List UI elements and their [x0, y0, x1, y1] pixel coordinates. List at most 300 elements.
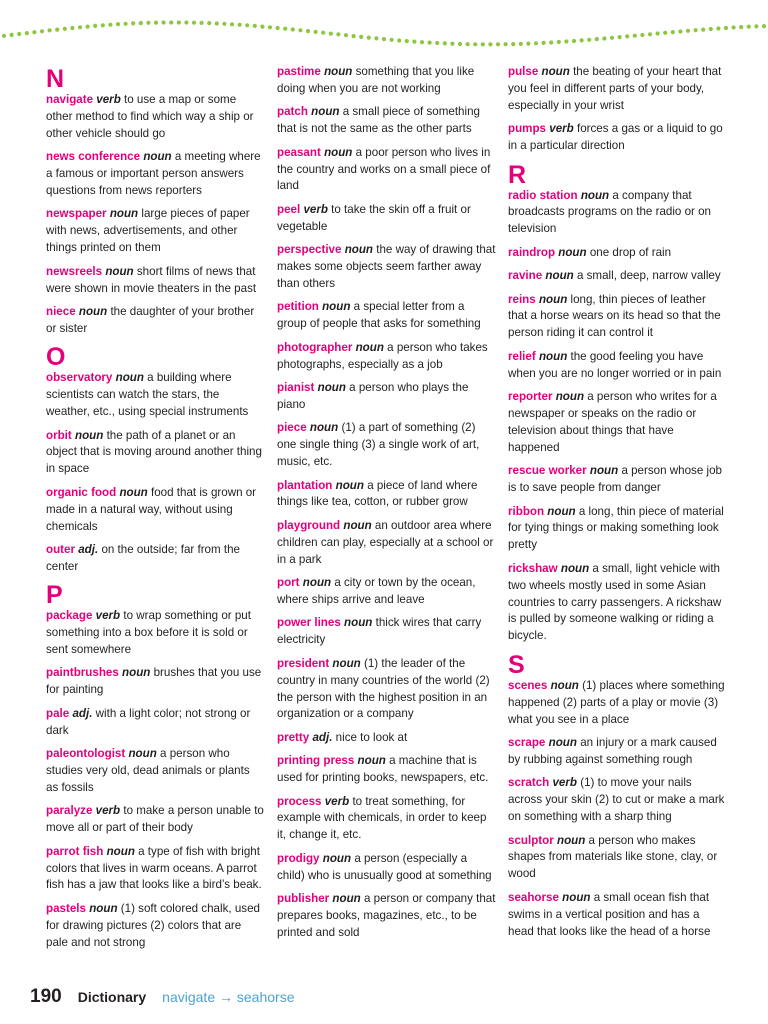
border-dot — [162, 20, 166, 24]
entry-definition: a small ocean fish that swims in a vertical position and has a head that looks like the head of a horse — [508, 890, 711, 938]
entry-part-of-speech: noun — [556, 833, 586, 847]
entry-definition: a person who plays the piano — [277, 381, 469, 411]
border-dot — [473, 42, 477, 46]
border-dot — [549, 40, 553, 44]
border-dot — [595, 37, 599, 41]
dictionary-column-2 — [277, 64, 497, 948]
border-dot — [200, 21, 204, 25]
entry-headword: scrape — [508, 736, 546, 749]
entry-headword: observatory — [46, 371, 113, 385]
entry-definition: on the outside; far from the center — [46, 542, 240, 573]
border-dot — [412, 40, 416, 44]
section-letter: S — [508, 650, 525, 679]
entry-definition: the good feeling you have when you are no longer worried or in pain — [508, 349, 722, 380]
border-dot — [564, 39, 568, 43]
border-dot — [709, 27, 713, 31]
entry-headword: president — [277, 656, 330, 670]
dictionary-entry — [277, 794, 497, 845]
entry-part-of-speech: noun — [322, 851, 352, 865]
entry-headword: niece — [46, 304, 76, 318]
entry-definition: (1) soft colored chalk, used for drawing pictures (2) colors that are pale and not strong — [46, 901, 260, 949]
border-dot — [108, 23, 112, 27]
dictionary-entry — [46, 428, 264, 479]
border-dot — [716, 26, 720, 30]
entry-part-of-speech: noun — [322, 300, 351, 314]
section-letter: R — [508, 160, 527, 189]
entry-part-of-speech: noun — [538, 292, 568, 306]
entry-headword: pumps — [508, 122, 547, 136]
entry-headword: peasant — [277, 145, 321, 159]
entry-definition: to make a person unable to move all or part of their body — [46, 804, 264, 835]
border-dot — [245, 23, 249, 27]
border-dot — [238, 23, 242, 27]
page-number: 190 — [30, 986, 62, 1007]
entry-headword: rescue worker — [508, 464, 587, 478]
entry-part-of-speech: noun — [143, 150, 172, 164]
entry-definition: a small, deep, narrow valley — [576, 269, 721, 283]
entry-part-of-speech: noun — [545, 269, 574, 283]
entry-headword: process — [277, 794, 322, 808]
entry-definition: to take the skin off a fruit or vegetable — [277, 202, 471, 233]
entry-part-of-speech: noun — [343, 518, 372, 532]
border-dot — [762, 24, 766, 28]
border-dot — [116, 22, 120, 26]
entry-headword: pastels — [46, 901, 86, 915]
entry-definition: short films of news that were shown in movie theaters in the past — [46, 264, 257, 295]
dictionary-entry — [508, 389, 728, 457]
entry-part-of-speech: verb — [95, 804, 121, 818]
dictionary-entry — [508, 268, 728, 285]
border-dot — [511, 42, 515, 46]
border-dot — [101, 23, 105, 27]
border-dot — [504, 42, 508, 46]
entry-definition: thick wires that carry electricity — [277, 616, 482, 647]
border-dot — [32, 30, 36, 34]
dictionary-entry — [508, 775, 728, 826]
entry-part-of-speech: noun — [357, 754, 386, 768]
dictionary-entry — [508, 463, 728, 497]
border-dot — [572, 39, 576, 43]
dictionary-entry — [508, 349, 728, 383]
border-dot — [154, 21, 158, 25]
entry-definition: the beating of your heart that you feel in different parts of your body, especially in your wrist — [508, 65, 722, 112]
entry-headword: organic food — [46, 485, 117, 499]
dictionary-entry — [46, 370, 264, 421]
border-dot — [169, 20, 173, 24]
entry-part-of-speech: noun — [106, 844, 135, 858]
entry-headword: sculptor — [508, 833, 554, 847]
entry-headword: petition — [277, 300, 319, 314]
range-end: seahorse — [236, 989, 295, 1005]
border-dot — [519, 42, 523, 46]
border-dot — [306, 29, 310, 33]
dictionary-entry — [277, 851, 497, 885]
entry-definition: a small, light vehicle with two wheels mostly used in some Asian countries to carry passengers. A rickshaw is pulled by someone walking or riding a bicycle. — [508, 561, 722, 643]
entry-headword: power lines — [277, 616, 341, 630]
dictionary-entry — [277, 420, 497, 471]
entry-headword: newspaper — [46, 207, 107, 221]
border-dot — [192, 21, 196, 25]
border-dot — [602, 36, 606, 40]
entry-part-of-speech: noun — [119, 485, 148, 499]
border-dot — [10, 33, 14, 37]
entry-definition: a meeting where a famous or important person answers questions from news reporters — [46, 150, 261, 198]
entry-headword: ribbon — [508, 504, 545, 518]
entry-part-of-speech: noun — [335, 478, 364, 492]
border-dot — [48, 28, 52, 32]
border-dot — [640, 33, 644, 37]
dictionary-entry — [508, 188, 728, 239]
entry-headword: ravine — [508, 269, 543, 283]
entry-headword: printing press — [277, 754, 355, 768]
entry-definition: a small piece of something that is not the same as the other parts — [277, 105, 480, 136]
border-dot — [70, 26, 74, 30]
entry-part-of-speech: noun — [550, 678, 579, 692]
entry-headword: news conference — [46, 150, 141, 164]
entry-definition: the way of drawing that makes some objects seem farther away than others — [277, 243, 496, 290]
entry-part-of-speech: noun — [332, 892, 361, 906]
entry-definition: a person (especially a child) who is unusually good at something — [277, 851, 492, 882]
entry-part-of-speech: noun — [538, 349, 568, 363]
border-dot — [2, 34, 6, 38]
entry-definition: a piece of land where things like tea, cotton, or rubber grow — [277, 478, 478, 509]
entry-part-of-speech: noun — [324, 145, 353, 159]
dictionary-entry — [277, 518, 497, 569]
dictionary-column-1 — [46, 64, 264, 958]
border-dot — [443, 41, 447, 45]
entry-definition: food that is grown or made in a natural way, without using chemicals — [46, 485, 257, 533]
entry-part-of-speech: noun — [332, 656, 361, 670]
border-dot — [420, 40, 424, 44]
entry-part-of-speech: verb — [96, 93, 121, 106]
dictionary-entry — [277, 730, 497, 747]
border-dot — [222, 22, 226, 26]
entry-definition: a machine that is used for printing books, newspapers, etc. — [277, 754, 489, 785]
entry-definition: (1) a part of something (2) one single thing (3) a single work of art, music, etc. — [277, 421, 480, 469]
border-dot — [754, 24, 758, 28]
border-dot — [177, 20, 181, 24]
border-dot — [557, 40, 561, 44]
entry-definition: the path of a planet or an object that is moving around another thing in space — [46, 428, 262, 476]
border-dot — [732, 25, 736, 29]
entry-headword: pastime — [277, 65, 321, 78]
dictionary-entry — [277, 64, 497, 98]
section-letter: O — [46, 343, 66, 372]
border-dot — [671, 30, 675, 34]
dictionary-entry — [277, 145, 497, 196]
entry-definition: (1) the leader of the country in many countries of the world (2) the person with the highest position in an organization or a company — [277, 656, 490, 721]
border-dot — [587, 38, 591, 42]
dictionary-entry — [508, 292, 728, 343]
dictionary-entry — [508, 64, 728, 115]
border-dot — [55, 28, 59, 32]
dictionary-entry — [277, 753, 497, 787]
border-dot — [625, 34, 629, 38]
entry-headword: playground — [277, 518, 341, 532]
dictionary-entry — [46, 206, 264, 257]
entry-headword: navigate — [46, 93, 94, 106]
entry-part-of-speech: noun — [580, 188, 610, 202]
entry-part-of-speech: noun — [311, 105, 340, 119]
border-dot — [542, 41, 546, 45]
border-dot — [663, 31, 667, 35]
dictionary-entry — [46, 803, 264, 837]
entry-headword: patch — [277, 105, 308, 119]
border-dot — [86, 25, 90, 29]
border-dot — [466, 42, 470, 46]
entry-definition: to wrap something or put something into a box before it is sold or sent somewhere — [46, 609, 251, 657]
border-dot — [344, 33, 348, 37]
entry-headword: paleontologist — [46, 747, 126, 761]
border-dot — [329, 31, 333, 35]
entry-definition: a company that broadcasts programs on the radio or on television — [508, 188, 712, 236]
dictionary-entry — [46, 92, 264, 143]
entry-headword: paralyze — [46, 804, 93, 818]
entry-definition: a type of fish with bright colors that lives in warm oceans. A parrot fish has a jaw that looks like a bird’s beak. — [46, 844, 262, 892]
border-dot — [382, 37, 386, 41]
entry-part-of-speech: verb — [324, 794, 350, 808]
dictionary-entry — [277, 478, 497, 512]
entry-headword: raindrop — [508, 245, 556, 259]
border-dot — [139, 21, 143, 25]
entry-definition: an injury or a mark caused by rubbing against something rough — [508, 736, 717, 766]
border-dot — [40, 29, 44, 33]
dictionary-entry — [508, 121, 728, 155]
dictionary-column-3 — [508, 64, 728, 947]
border-dot — [25, 31, 29, 35]
border-dot — [215, 21, 219, 25]
border-dot — [686, 29, 690, 33]
dictionary-entry — [46, 608, 264, 659]
entry-part-of-speech: noun — [115, 371, 144, 385]
range-start: navigate — [162, 989, 216, 1005]
entry-part-of-speech: noun — [78, 304, 108, 318]
border-dot — [747, 25, 751, 29]
entry-definition: with a light color; not strong or dark — [46, 706, 251, 737]
dictionary-entry — [46, 304, 264, 338]
dictionary-entry — [46, 149, 264, 200]
border-dot — [374, 36, 378, 40]
entry-headword: rickshaw — [508, 561, 558, 575]
dictionary-entry — [508, 561, 728, 646]
entry-part-of-speech: noun — [548, 736, 577, 749]
entry-definition: one drop of rain — [589, 245, 672, 259]
dictionary-entry — [46, 264, 264, 298]
dictionary-entry — [277, 340, 497, 374]
entry-headword: prodigy — [277, 851, 320, 865]
border-dot — [633, 34, 637, 38]
border-dot — [678, 29, 682, 33]
entry-headword: peel — [277, 202, 301, 216]
border-dot — [580, 38, 584, 42]
border-dot — [146, 21, 150, 25]
border-dot — [618, 35, 622, 39]
entry-part-of-speech: noun — [109, 207, 139, 221]
entry-definition: a long, thin piece of material for tying things or making something look pretty — [508, 504, 724, 552]
entry-definition: to use a map or some other method to find which way a ship or other vehicle should go — [46, 93, 254, 140]
entry-range — [162, 989, 294, 1005]
entry-part-of-speech: noun — [75, 428, 104, 442]
entry-definition: a poor person who lives in the country and works on a small piece of land — [277, 145, 491, 193]
entry-headword: plantation — [277, 478, 333, 492]
dictionary-entry — [508, 504, 728, 555]
border-dot — [291, 27, 295, 31]
border-dot — [276, 26, 280, 30]
entry-definition: (1) to move your nails across your skin (2) to cut or make a mark on something with a sharp thing — [508, 776, 725, 824]
page-footer — [30, 986, 294, 1010]
entry-part-of-speech: noun — [589, 464, 619, 478]
dictionary-entry — [277, 202, 497, 236]
border-dot — [610, 36, 614, 40]
border-dot — [352, 34, 356, 38]
border-dot — [405, 39, 409, 43]
entry-headword: publisher — [277, 892, 330, 906]
entry-headword: package — [46, 609, 93, 623]
range-arrow: → — [219, 989, 233, 1005]
dictionary-entry — [46, 844, 264, 895]
border-dot — [17, 32, 21, 36]
dictionary-entry — [46, 746, 264, 797]
entry-part-of-speech: adj. — [312, 730, 333, 744]
border-dot — [93, 24, 97, 28]
entry-headword: pulse — [508, 65, 539, 78]
entry-part-of-speech: noun — [89, 901, 118, 915]
entry-part-of-speech: noun — [309, 421, 339, 435]
entry-part-of-speech: verb — [303, 202, 328, 216]
entry-headword: orbit — [46, 428, 72, 442]
entry-headword: scratch — [508, 776, 550, 790]
border-dot — [481, 42, 485, 46]
dictionary-entry — [508, 735, 728, 769]
entry-headword: relief — [508, 349, 536, 363]
border-dot — [428, 41, 432, 45]
dictionary-entry — [277, 299, 497, 333]
dictionary-entry — [46, 706, 264, 740]
entry-headword: photographer — [277, 340, 353, 354]
entry-headword: outer — [46, 542, 75, 556]
entry-definition: large pieces of paper with news, advertisements, and other things printed on them — [46, 207, 250, 255]
dictionary-entry — [46, 901, 264, 952]
border-dot — [321, 31, 325, 35]
entry-part-of-speech: noun — [355, 340, 384, 354]
dictionary-entry — [277, 615, 497, 649]
border-dot — [397, 38, 401, 42]
entry-part-of-speech: noun — [302, 576, 332, 590]
entry-definition: a building where scientists can watch the stars, the weather, etc., using special instruments — [46, 371, 249, 419]
border-dot — [184, 20, 188, 24]
border-dot — [298, 28, 302, 32]
border-dot — [526, 42, 530, 46]
entry-headword: paintbrushes — [46, 666, 119, 680]
border-dot — [656, 31, 660, 35]
border-dot — [336, 32, 340, 36]
border-dot — [131, 21, 135, 25]
entry-definition: a person who takes photographs, especially as a job — [277, 340, 488, 371]
entry-headword: perspective — [277, 243, 342, 257]
entry-headword: seahorse — [508, 890, 559, 904]
entry-definition: (1) places where something happened (2) parts of a play or movie (3) what you see in a place — [508, 678, 725, 726]
entry-part-of-speech: noun — [562, 890, 591, 904]
border-dot — [314, 30, 318, 34]
dictionary-entry — [508, 833, 728, 884]
entry-definition: nice to look at — [335, 730, 408, 744]
border-dot — [253, 24, 257, 28]
border-dot — [367, 36, 371, 40]
border-dot — [739, 25, 743, 29]
entry-part-of-speech: noun — [547, 504, 576, 518]
entry-headword: parrot fish — [46, 844, 104, 858]
border-dot — [534, 41, 538, 45]
decorative-dot-border — [0, 0, 768, 60]
dictionary-entry — [277, 656, 497, 724]
entry-definition: a person who makes shapes from materials like stone, clay, or wood — [508, 833, 718, 881]
border-dot — [63, 27, 67, 31]
entry-definition: the daughter of your brother or sister — [46, 304, 255, 335]
entry-definition: a person who studies very old, dead animals or plants as fossils — [46, 747, 250, 794]
dictionary-entry — [277, 891, 497, 942]
border-dot — [701, 28, 705, 32]
border-dot — [78, 25, 82, 29]
entry-headword: reporter — [508, 390, 553, 404]
entry-part-of-speech: noun — [555, 390, 585, 404]
entry-headword: radio station — [508, 188, 578, 202]
entry-part-of-speech: adj. — [72, 706, 93, 720]
border-dot — [124, 22, 128, 26]
entry-part-of-speech: noun — [324, 65, 353, 78]
entry-headword: piece — [277, 421, 307, 435]
entry-definition: long, thin pieces of leather that a horse wears on its head so that the person riding it can control it — [508, 292, 721, 340]
entry-part-of-speech: noun — [128, 747, 157, 761]
entry-headword: port — [277, 576, 300, 590]
entry-part-of-speech: verb — [549, 122, 574, 136]
entry-definition: a special letter from a group of people that asks for something — [277, 300, 481, 331]
entry-headword: reins — [508, 292, 536, 306]
border-dot — [390, 38, 394, 42]
entry-definition: a person who writes for a newspaper or speaks on the radio or television about things that have happened — [508, 390, 717, 454]
section-title: Dictionary — [77, 989, 147, 1005]
entry-definition: a city or town by the ocean, where ships arrive and leave — [277, 576, 476, 606]
entry-headword: scenes — [508, 678, 548, 692]
entry-definition: brushes that you use for painting — [46, 666, 262, 697]
entry-headword: pale — [46, 706, 70, 720]
dictionary-entry — [508, 678, 728, 729]
dictionary-entry — [46, 485, 264, 536]
border-dot — [435, 41, 439, 45]
entry-headword: newsreels — [46, 264, 103, 278]
entry-part-of-speech: verb — [95, 609, 121, 623]
entry-part-of-speech: noun — [560, 561, 590, 575]
entry-headword: pretty — [277, 730, 310, 744]
border-dot — [724, 26, 728, 30]
dictionary-entry — [508, 245, 728, 262]
entry-part-of-speech: noun — [317, 381, 346, 394]
entry-part-of-speech: noun — [344, 616, 373, 630]
entry-definition: to treat something, for example with chemicals, in order to keep it, change it, etc. — [277, 794, 487, 842]
border-dot — [359, 35, 363, 39]
border-dot — [268, 25, 272, 29]
entry-definition: something that you like doing when you are not working — [277, 65, 475, 95]
border-dot — [648, 32, 652, 36]
border-dot — [488, 42, 492, 46]
section-letter: P — [46, 581, 63, 610]
border-dot — [694, 28, 698, 32]
entry-definition: a person or company that prepares books, magazines, etc., to be printed and sold — [277, 892, 496, 939]
dictionary-entry — [277, 575, 497, 609]
dictionary-entry — [46, 665, 264, 699]
entry-part-of-speech: noun — [541, 65, 570, 78]
entry-part-of-speech: adj. — [78, 542, 99, 556]
section-letter: N — [46, 65, 65, 93]
